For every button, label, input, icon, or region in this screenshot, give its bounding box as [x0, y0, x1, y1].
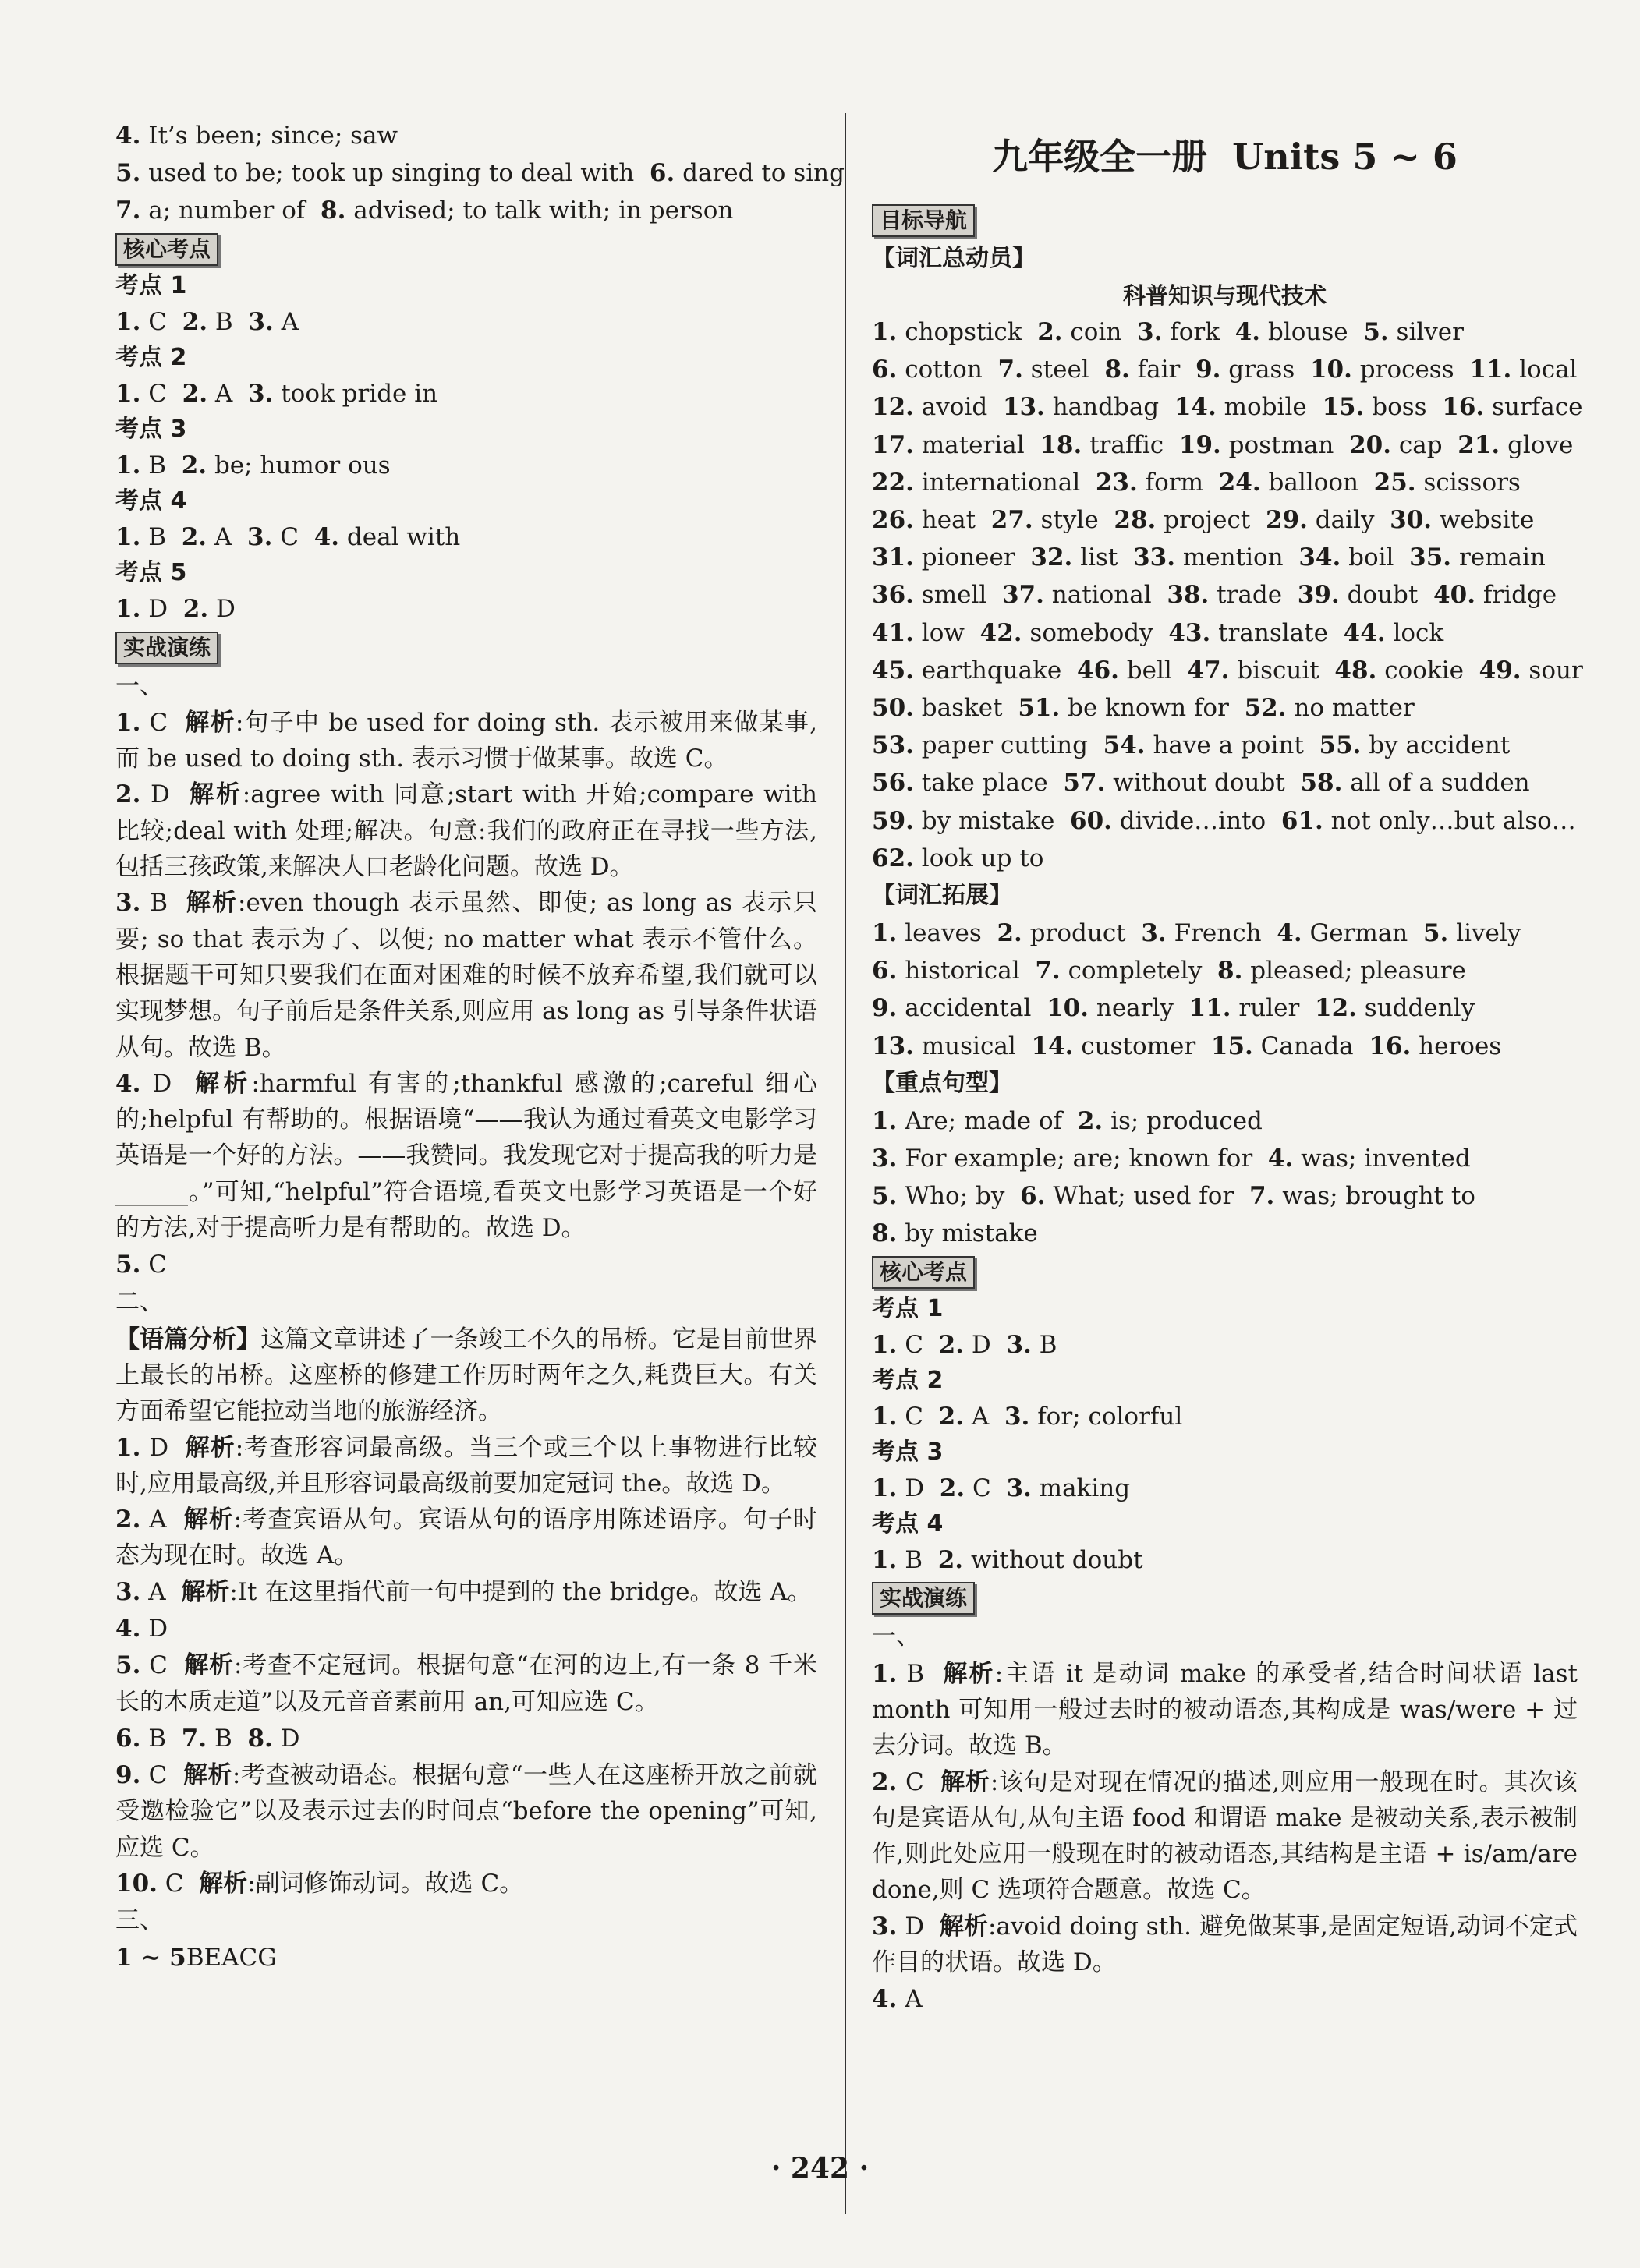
section-heading-goal: 目标导航 — [872, 204, 975, 237]
answer-line: 6. B 7. B 8. D — [115, 1724, 300, 1753]
answer-line: 5. used to be; took up singing to deal with 6. dared to sing — [115, 159, 845, 188]
kaodian-label: 考点 2 — [115, 343, 187, 371]
explanation: 3. A 解析:It 在这里指代前一句中提到的 the bridge。故选 A。 — [115, 1577, 812, 1606]
kaodian-label: 考点 4 — [872, 1510, 944, 1538]
left-column — [115, 117, 845, 1977]
answer-line: 59. by mistake 60. divide…into 61. not only…but also… — [872, 806, 1576, 835]
answer-line: 1. D 2. D — [115, 595, 236, 624]
section-heading-practice: 实战演练 — [115, 632, 218, 664]
answer-line: 8. by mistake — [872, 1219, 1038, 1248]
answer-line: 1. C 2. A 3. for; colorful — [872, 1402, 1183, 1431]
section-number: 一、 — [872, 1622, 920, 1651]
answer-line: 6. historical 7. completely 8. pleased; pleasure — [872, 957, 1466, 985]
section-number: 三、 — [115, 1906, 164, 1935]
subsection-heading: 【词汇总动员】 — [872, 245, 1036, 272]
answer-line: 22. international 23. form 24. balloon 25. scissors — [872, 468, 1521, 497]
kaodian-label: 考点 3 — [872, 1438, 944, 1467]
answer-line: 1. chopstick 2. coin 3. fork 4. blouse 5. silver — [872, 318, 1464, 346]
answer-line: 36. smell 37. national 38. trade 39. doubt 40. fridge — [872, 581, 1557, 610]
answer-line: 4. It’s been; since; saw — [115, 122, 398, 150]
answer-line: 1. B 2. be; humor ous — [115, 451, 391, 480]
kaodian-label: 考点 2 — [872, 1366, 944, 1394]
answer-line: 31. pioneer 32. list 33. mention 34. boil 35. remain — [872, 543, 1546, 572]
answer-line: 53. paper cutting 54. have a point 55. by accident — [872, 731, 1511, 760]
column-divider — [845, 113, 846, 2214]
explanation: 10. C 解析:副词修饰动词。故选 C。 — [115, 1869, 524, 1898]
answer-line: 56. take place 57. without doubt 58. all of a sudden — [872, 769, 1530, 798]
section-number: 二、 — [115, 1288, 164, 1317]
vocab-expand-list — [872, 915, 1578, 1065]
answer-line: 1. D 2. C 3. making — [872, 1474, 1131, 1503]
explanation: 2. C 解析:该句是对现在情况的描述,则应用一般现在时。其次该句是宾语从句,从句主语 food 和谓语 make 是被动关系,表示被制作,则此处应用一般现在时的被动语态,其结构是主语 + is/am/are done,则 C 选项符合题意。故选 C。 — [872, 1767, 1578, 1905]
answer-line: 1. C 2. B 3. A — [115, 307, 299, 336]
section-number: 一、 — [115, 671, 164, 700]
answer-line: 41. low 42. somebody 43. translate 44. lock — [872, 618, 1444, 647]
answer-line: 50. basket 51. be known for 52. no matter — [872, 694, 1415, 723]
answer-line: 1. C 2. D 3. B — [872, 1330, 1057, 1359]
explanation: 9. C 解析:考查被动语态。根据句意“一些人在这座桥开放之前就受邀检验它”以及表示过去的时间点“before the opening”可知,应选 C。 — [115, 1761, 818, 1862]
topic-subtitle: 科普知识与现代技术 — [1122, 282, 1327, 309]
answer-line: 45. earthquake 46. bell 47. biscuit 48. cookie 49. sour — [872, 656, 1583, 685]
answer-line: 17. material 18. traffic 19. postman 20. cap 21. glove — [872, 430, 1574, 459]
explanation: 3. D 解析:avoid doing sth. 避免做某事,是固定短语,动词不定式作目的状语。故选 D。 — [872, 1912, 1578, 1977]
explanation: 1. D 解析:考查形容词最高级。当三个或三个以上事物进行比较时,应用最高级,并且形容词最高级前要加定冠词 the。故选 D。 — [115, 1433, 817, 1498]
vocab-list — [872, 313, 1583, 877]
answer-line: 1. C 2. A 3. took pride in — [115, 379, 438, 408]
subsection-heading: 【重点句型】 — [872, 1069, 1012, 1097]
unit-title: 九年级全一册 Units 5 ~ 6 — [992, 136, 1458, 178]
passage-analysis: 【语篇分析】这篇文章讲述了一条竣工不久的吊桥。它是目前世界上最长的吊桥。这座桥的修建工作历时两年之久,耗费巨大。有关方面希望它能拉动当地的旅游经济。 — [115, 1325, 818, 1426]
answer-line: 6. cotton 7. steel 8. fair 9. grass 10. process 11. local — [872, 356, 1578, 384]
section-heading-core: 核心考点 — [115, 233, 218, 266]
answer-line: 5. Who; by 6. What; used for 7. was; brought to — [872, 1182, 1475, 1211]
kaodian-label: 考点 1 — [872, 1294, 944, 1322]
answer-line: 1. Are; made of 2. is; produced — [872, 1106, 1263, 1135]
kaodian-label: 考点 4 — [115, 487, 187, 515]
answer-line: 4. D — [115, 1615, 168, 1644]
answer-line: 1. B 2. without doubt — [872, 1546, 1143, 1575]
answer-line: 9. accidental 10. nearly 11. ruler 12. suddenly — [872, 994, 1475, 1023]
answer-line: 5. C — [115, 1251, 167, 1279]
answer-line: 3. For example; are; known for 4. was; invented — [872, 1145, 1471, 1173]
answer-line: 1. leaves 2. product 3. French 4. German 5. lively — [872, 919, 1521, 948]
explanation: 2. A 解析:考查宾语从句。宾语从句的语序用陈述语序。句子时态为现在时。故选 A。 — [115, 1506, 817, 1570]
explanation: 1. B 解析:主语 it 是动词 make 的承受者,结合时间状语 last month 可知用一般过去时的被动语态,其构成是 was/were + 过去分词。故选 B。 — [872, 1659, 1578, 1760]
explanation: 2. D 解析:agree with 同意;start with 开始;compare with 比较;deal with 处理;解决。句意:我们的政府正在寻找一些方法,包括三孩政策,来解决人口老龄化问题。故选 D。 — [115, 780, 818, 882]
answer-line: 12. avoid 13. handbag 14. mobile 15. boss 16. surface — [872, 393, 1583, 422]
subsection-heading: 【词汇拓展】 — [872, 882, 1012, 910]
key-sentence-list — [872, 1102, 1578, 1253]
answer-line: 7. a; number of 8. advised; to talk with; in person — [115, 196, 734, 225]
answer-line: 13. musical 14. customer 15. Canada 16. heroes — [872, 1031, 1502, 1060]
section-heading-core: 核心考点 — [872, 1256, 975, 1289]
kaodian-label: 考点 1 — [115, 271, 187, 299]
right-column — [872, 201, 1583, 2019]
explanation: 5. C 解析:考查不定冠词。根据句意“在河的边上,有一条 8 千米长的木质走道”以及元音音素前用 an,可知应选 C。 — [115, 1651, 817, 1716]
page-number: · 242 · — [770, 2152, 870, 2185]
explanation: 3. B 解析:even though 表示虽然、即使; as long as 表示只要; so that 表示为了、以便; no matter what 表示不管什么。根据题干可知只要我们在面对困难的时候不放弃希望,我们就可以实现梦想。句子前后是条件关系,则应用 as long as 引导条件状语从句。故选 B。 — [115, 889, 818, 1062]
answer-line: 1 ~ 5BEACG — [115, 1944, 277, 1973]
explanation: 4. D 解析:harmful 有害的;thankful 感激的;careful 细心的;helpful 有帮助的。根据语境“——我认为通过看英文电影学习英语是一个好的方法。——我赞同。我发现它对于提高我的听力是______。”可知,“helpful”符合语境,看英文电影学习英语是一个好的方法,对于提高听力是有帮助的。故选 D。 — [115, 1069, 818, 1242]
answer-line: 1. B 2. A 3. C 4. deal with — [115, 523, 461, 552]
section-heading-practice: 实战演练 — [872, 1582, 975, 1615]
answer-line: 26. heat 27. style 28. project 29. daily 30. website — [872, 506, 1535, 535]
explanation: 1. C 解析:句子中 be used for doing sth. 表示被用来做某事,而 be used to doing sth. 表示习惯于做某事。故选 C。 — [115, 708, 818, 773]
kaodian-label: 考点 3 — [115, 416, 187, 444]
answer-line: 62. look up to — [872, 844, 1044, 872]
kaodian-label: 考点 5 — [115, 559, 187, 587]
answer-line: 4. A — [872, 1985, 923, 2014]
